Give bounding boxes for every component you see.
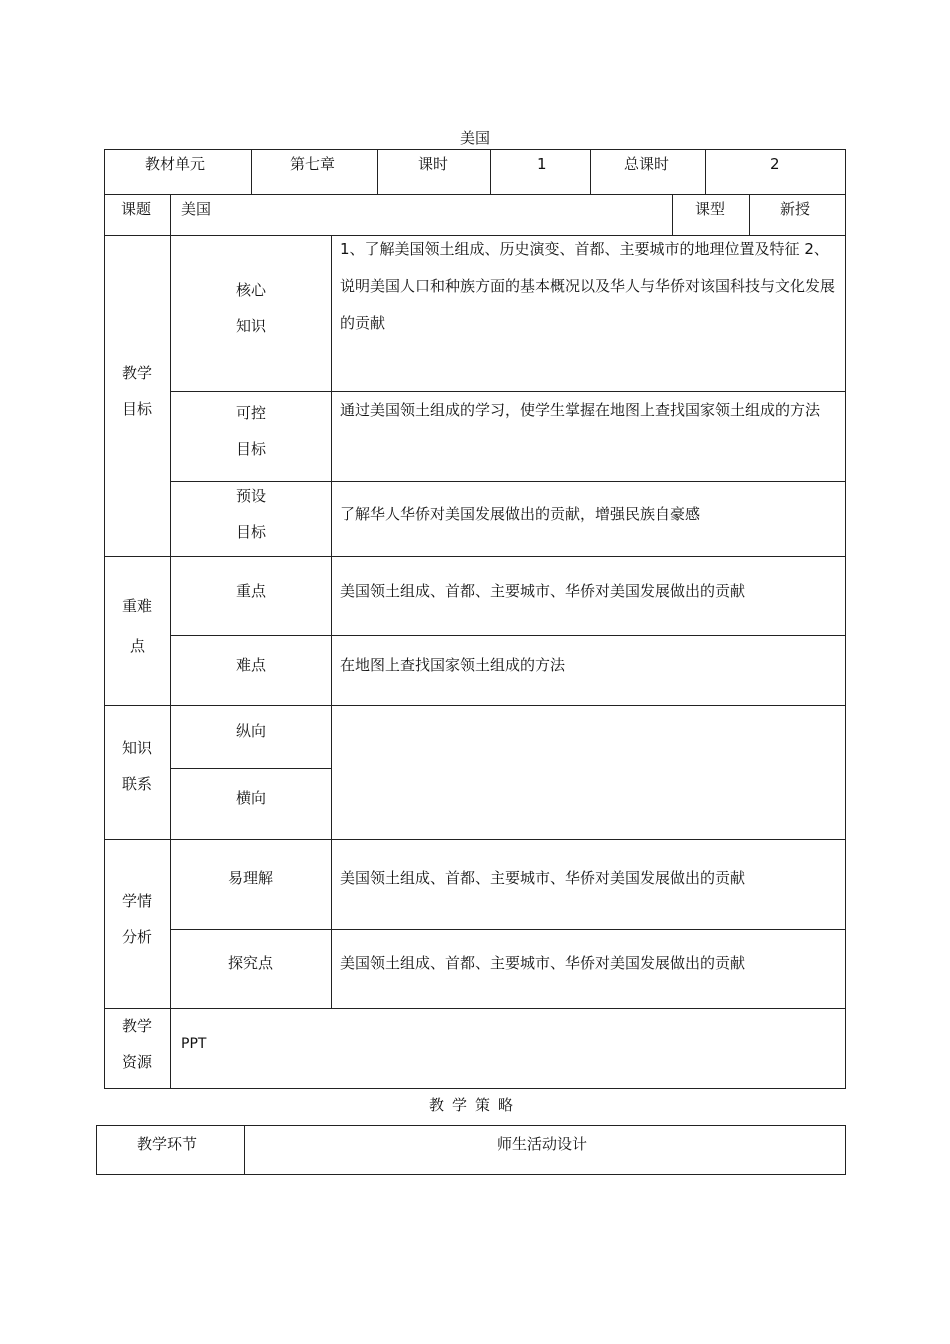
strategy-col2-cell <box>244 1125 846 1175</box>
controllable-label-line2: 目标 <box>236 440 267 458</box>
controllable-text: 通过美国领土组成的学习，使学生掌握在地图上查找国家领土组成的方法 <box>340 401 821 419</box>
difficulty-label-line1: 重难 <box>122 597 153 615</box>
topic-value-cell <box>170 194 673 236</box>
core-label-line2: 知识 <box>236 317 267 335</box>
key-text: 美国领土组成、首都、主要城市、华侨对美国发展做出的贡献 <box>340 582 746 600</box>
core-knowledge-text-cell <box>331 235 846 392</box>
strategy-title: 教学策略 <box>428 1096 521 1114</box>
total-label-cell <box>590 149 706 195</box>
objectives-group-label-cell <box>104 235 171 557</box>
lesson-value: 1 <box>537 155 547 173</box>
vertical-label-cell <box>170 705 332 769</box>
difficulty-group-label-cell <box>104 556 171 706</box>
hard-label-cell <box>170 635 332 706</box>
knowledge-label-line2: 联系 <box>122 775 153 793</box>
preset-label-cell <box>170 481 332 557</box>
topic-value: 美国 <box>181 200 212 218</box>
preset-label-line1: 预设 <box>236 487 267 505</box>
core-knowledge-label-cell <box>170 235 332 392</box>
strategy-col2: 师生活动设计 <box>497 1135 588 1153</box>
total-label: 总课时 <box>624 155 670 173</box>
learning-label-line1: 学情 <box>122 892 153 910</box>
preset-label-line2: 目标 <box>236 523 267 541</box>
unit-value-cell <box>251 149 378 195</box>
type-label-cell <box>672 194 750 236</box>
easy-label: 易理解 <box>228 869 274 887</box>
resources-label-line2: 资源 <box>122 1053 153 1071</box>
type-value: 新授 <box>780 200 811 218</box>
type-value-cell <box>749 194 846 236</box>
knowledge-group-label-cell <box>104 705 171 840</box>
total-value-cell <box>705 149 846 195</box>
learning-label-line2: 分析 <box>122 928 153 946</box>
resources-value: PPT <box>181 1036 207 1052</box>
horizontal-label-cell <box>170 768 332 840</box>
explore-label: 探究点 <box>228 954 274 972</box>
explore-label-cell <box>170 929 332 1009</box>
core-knowledge-text: 1、了解美国领土组成、历史演变、首都、主要城市的地理位置及特征 2、说明美国人口和种族方面的基本概况以及华人与华侨对该国科技与文化发展的贡献 <box>340 240 836 332</box>
lesson-label-cell <box>377 149 491 195</box>
unit-label-cell <box>104 149 252 195</box>
knowledge-content-cell <box>331 705 846 840</box>
type-label: 课型 <box>695 200 726 218</box>
topic-label: 课题 <box>121 200 152 218</box>
key-label-cell <box>170 556 332 636</box>
easy-text-cell <box>331 839 846 930</box>
vertical-label: 纵向 <box>236 722 267 740</box>
horizontal-label: 横向 <box>236 789 267 807</box>
controllable-text-cell <box>331 391 846 482</box>
total-value: 2 <box>770 155 780 173</box>
learning-group-label-cell <box>104 839 171 1009</box>
controllable-label-line1: 可控 <box>236 404 267 422</box>
objectives-label-line2: 目标 <box>122 400 153 418</box>
unit-label: 教材单元 <box>145 155 206 173</box>
topic-label-cell <box>104 194 171 236</box>
hard-text-cell <box>331 635 846 706</box>
resources-value-cell <box>170 1008 846 1089</box>
hard-text: 在地图上查找国家领土组成的方法 <box>340 656 566 674</box>
easy-label-cell <box>170 839 332 930</box>
difficulty-label-line2: 点 <box>130 637 146 655</box>
explore-text-cell <box>331 929 846 1009</box>
key-label: 重点 <box>236 582 267 600</box>
strategy-col1-cell <box>96 1125 245 1175</box>
resources-label-cell <box>104 1008 171 1089</box>
document-title: 美国 <box>459 129 490 147</box>
core-label-line1: 核心 <box>236 281 267 299</box>
resources-label-line1: 教学 <box>122 1017 153 1035</box>
controllable-label-cell <box>170 391 332 482</box>
objectives-label-line1: 教学 <box>122 364 153 382</box>
lesson-value-cell <box>490 149 591 195</box>
unit-value: 第七章 <box>290 155 336 173</box>
strategy-col1: 教学环节 <box>137 1135 198 1153</box>
explore-text: 美国领土组成、首都、主要城市、华侨对美国发展做出的贡献 <box>340 954 746 972</box>
knowledge-label-line1: 知识 <box>122 739 153 757</box>
preset-text-cell <box>331 481 846 557</box>
key-text-cell <box>331 556 846 636</box>
easy-text: 美国领土组成、首都、主要城市、华侨对美国发展做出的贡献 <box>340 869 746 887</box>
hard-label: 难点 <box>236 656 267 674</box>
lesson-label: 课时 <box>418 155 449 173</box>
preset-text: 了解华人华侨对美国发展做出的贡献，增强民族自豪感 <box>340 505 701 523</box>
